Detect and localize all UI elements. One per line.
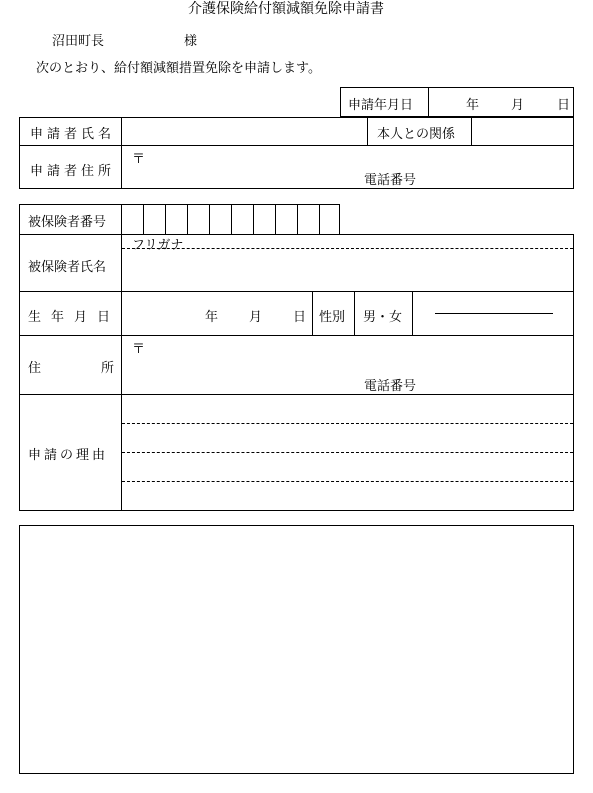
reason-label: 申請の理由: [28, 448, 109, 463]
applicant-phone-label: 電話番号: [364, 173, 417, 188]
insured-number-digit-cell[interactable]: [121, 204, 143, 235]
intro-text: 次のとおり、給付額減額措置免除を申請します。: [36, 61, 321, 76]
application-year-label: 年: [466, 98, 480, 113]
insured-name-field[interactable]: [122, 249, 573, 291]
insured-name-label: 被保険者氏名: [28, 260, 107, 275]
insured-number-digit-cell[interactable]: [297, 204, 319, 235]
relation-field[interactable]: [472, 118, 573, 145]
dob-year-label: 年: [205, 310, 219, 325]
reason-field[interactable]: [122, 395, 573, 510]
insured-furigana-field[interactable]: [122, 235, 573, 248]
application-date-field[interactable]: [429, 88, 573, 116]
insured-number-digit-cell[interactable]: [209, 204, 231, 235]
relation-label: 本人との関係: [377, 127, 456, 142]
applicant-address-label: 申請者住所: [30, 164, 116, 179]
gender-note-field[interactable]: [413, 292, 573, 335]
gender-label: 性別: [319, 310, 346, 325]
insured-number-digit-cell[interactable]: [231, 204, 253, 235]
dob-day-label: 日: [293, 310, 307, 325]
applicant-address-field[interactable]: [122, 146, 573, 188]
insured-number-digit-cell[interactable]: [187, 204, 209, 235]
applicant-name-field[interactable]: [122, 118, 366, 145]
gender-options[interactable]: 男・女: [363, 310, 403, 325]
form-title: 介護保険給付額減額免除申請書: [188, 1, 384, 17]
application-day-label: 日: [557, 98, 571, 113]
insured-number-digit-cell[interactable]: [143, 204, 165, 235]
dob-month-label: 月: [249, 310, 263, 325]
insured-address-label-2: 所: [101, 361, 115, 376]
addressee: 沼田町長: [52, 34, 105, 49]
insured-number-digit-cell[interactable]: [275, 204, 297, 235]
application-date-label: 申請年月日: [348, 98, 414, 113]
dob-field[interactable]: [122, 292, 312, 335]
dob-label: 生年月日: [28, 310, 121, 325]
insured-phone-label: 電話番号: [364, 379, 417, 394]
insured-address-label-1: 住: [28, 361, 42, 376]
applicant-name-label: 申請者氏名: [30, 127, 116, 142]
insured-number-label: 被保険者番号: [28, 215, 107, 230]
insured-number-digit-cell[interactable]: [253, 204, 275, 235]
insured-address-field[interactable]: [122, 336, 573, 394]
application-month-label: 月: [511, 98, 525, 113]
insured-postal-mark: 〒: [132, 342, 146, 357]
furigana-label: フリガナ: [132, 238, 184, 253]
insured-number-digit-cell[interactable]: [319, 204, 341, 235]
applicant-postal-mark: 〒: [132, 152, 146, 167]
honorific: 様: [184, 34, 198, 49]
notes-box[interactable]: [19, 525, 574, 774]
insured-number-digit-cell[interactable]: [165, 204, 187, 235]
